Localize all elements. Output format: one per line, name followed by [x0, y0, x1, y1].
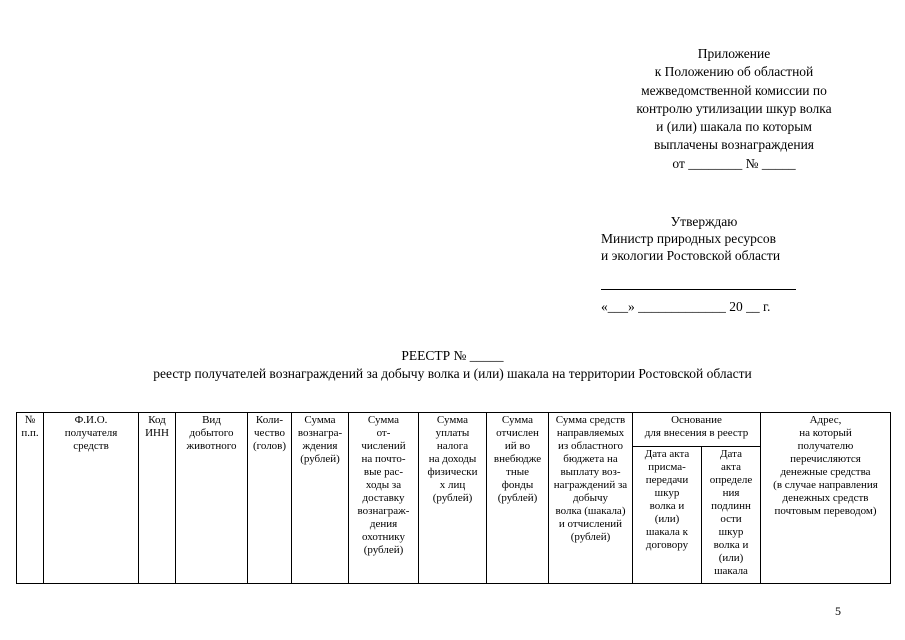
appendix-block [600, 45, 868, 173]
header-row-number: № п.п. [17, 413, 44, 584]
appendix-line: Приложение [697, 46, 771, 61]
header-recipient-name: Ф.И.О. получателя средств [44, 413, 139, 584]
header-address: Адрес, на который получателю перечисляются денежные средства (в случае направления денежных средств почтовым переводом) [761, 413, 891, 584]
registry-title: РЕЕСТР № _____ [401, 348, 504, 363]
header-animal-type: Вид добытого животного [176, 413, 248, 584]
registry-table [16, 412, 891, 584]
header-inn-code: Код ИНН [139, 413, 176, 584]
header-reward-sum: Сумма вознагра- ждения (рублей) [292, 413, 349, 584]
header-count: Коли- чество (голов) [248, 413, 292, 584]
header-income-tax: Сумма уплаты налога на доходы физически х лиц (рублей) [419, 413, 487, 584]
header-postal-deductions: Сумма от- числений на почто- вые рас- ходы за доставку вознаграж- дения охотнику (рублей) [349, 413, 419, 584]
appendix-line: межведомственной комиссии по [641, 82, 827, 98]
approval-block [601, 213, 821, 264]
approval-position-line-1: Министр природных ресурсов [601, 231, 776, 246]
appendix-line: к Положению об областной [654, 64, 814, 80]
appendix-date-number-line: от ________ № _____ [672, 155, 796, 171]
approval-date-line: «___» _____________ 20 __ г. [601, 299, 771, 314]
signature-line [601, 289, 796, 290]
registry-subtitle: реестр получателей вознаграждений за добычу волка и (или) шакала на территории Ростовской области [153, 366, 752, 381]
appendix-line: контролю утилизации шкур волка [636, 100, 832, 116]
appendix-line: и (или) шакала по которым [656, 119, 812, 135]
page-number: 5 [835, 604, 841, 618]
approval-heading: Утверждаю [670, 214, 738, 229]
header-basis-authenticity-act-date: Дата акта определе ния подлинн ости шкур волка и (или) шакала [702, 447, 761, 584]
approval-position-line-2: и экологии Ростовской области [601, 248, 781, 263]
header-basis-transfer-act-date: Дата акта присма- передачи шкур волка и (или) шакала к договору [633, 447, 702, 584]
header-basis: Основание для внесения в реестр [633, 413, 761, 447]
appendix-line: выплачены вознаграждения [653, 137, 815, 153]
header-offbudget-funds: Сумма отчислен ий во внебюдже тные фонды (рублей) [487, 413, 549, 584]
header-budget-funds: Сумма средств направляемых из областного бюджета на выплату воз- награждений за добычу волка (шакала) и отчислений (рублей) [549, 413, 633, 584]
